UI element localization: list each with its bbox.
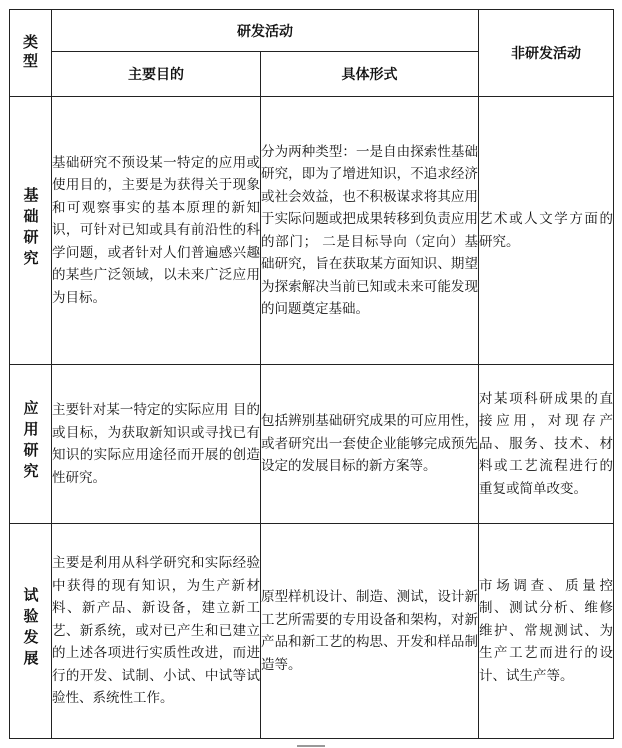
main-purpose-header: 主要目的 [52,52,261,97]
row-type-applied-research: 应用研究 [10,365,52,524]
basic-research-non-rd: 艺术或人文学方面的研究。 [479,97,614,365]
row-type-experimental-development: 试验发展 [10,524,52,739]
rd-activity-header: 研发活动 [52,10,479,52]
page-bottom-mark [297,745,325,747]
table-row [10,365,614,524]
applied-research-form: 包括辨别基础研究成果的可应用性，或者研究出一套使企业能够完成预先设定的发展目标的新方案等。 [261,365,479,524]
experimental-development-non-rd: 市场调查、质量控制、测试分析、维修维护、常规测试、为生产工艺而进行的设计、试生产等。 [479,524,614,739]
row-type-basic-research: 基础研究 [10,97,52,365]
type-header: 类型 [10,10,52,97]
experimental-development-purpose: 主要是利用从科学研究和实际经验中获得的现有知识，为生产新材料、新产品、新设备，建立新工艺、新系统，或对已产生和已建立的上述各项进行实质性改进，而进行的开发、试制、小试、中试等试验性、系统性工作。 [52,524,261,739]
non-rd-activity-header: 非研发活动 [479,10,614,97]
applied-research-non-rd: 对某项科研成果的直接应用，对现存产品、服务、技术、材料或工艺流程进行的重复或简单改变。 [479,365,614,524]
applied-research-purpose: 主要针对某一特定的实际应用 目的或目标，为获取新知识或寻找已有知识的实际应用途径而开展的创造性研究。 [52,365,261,524]
basic-research-form: 分为两种类型：一是自由探索性基础研究，即为了增进知识，不追求经济或社会效益，也不积极谋求将其应用于实际问题或把成果转移到负责应用的部门； 二是目标导向（定向）基础研究，旨在获取某方面知识、期望为探索解决当前已知或未来可能发现的问题奠定基础。 [261,97,479,365]
experimental-development-form: 原型样机设计、制造、测试，设计新工艺所需要的专用设备和架构，对新产品和新工艺的构思、开发和样品制造等。 [261,524,479,739]
table-row [10,97,614,365]
basic-research-purpose: 基础研究不预设某一特定的应用或使用目的，主要是为获得关于现象和可观察事实的基本原理的新知识，可针对已知或具有前沿性的科学问题，或者针对人们普遍感兴趣的某些广泛领域，以未来广泛应用为目标。 [52,97,261,365]
specific-form-header: 具体形式 [261,52,479,97]
table-row [10,524,614,739]
rd-activity-table [9,9,614,739]
